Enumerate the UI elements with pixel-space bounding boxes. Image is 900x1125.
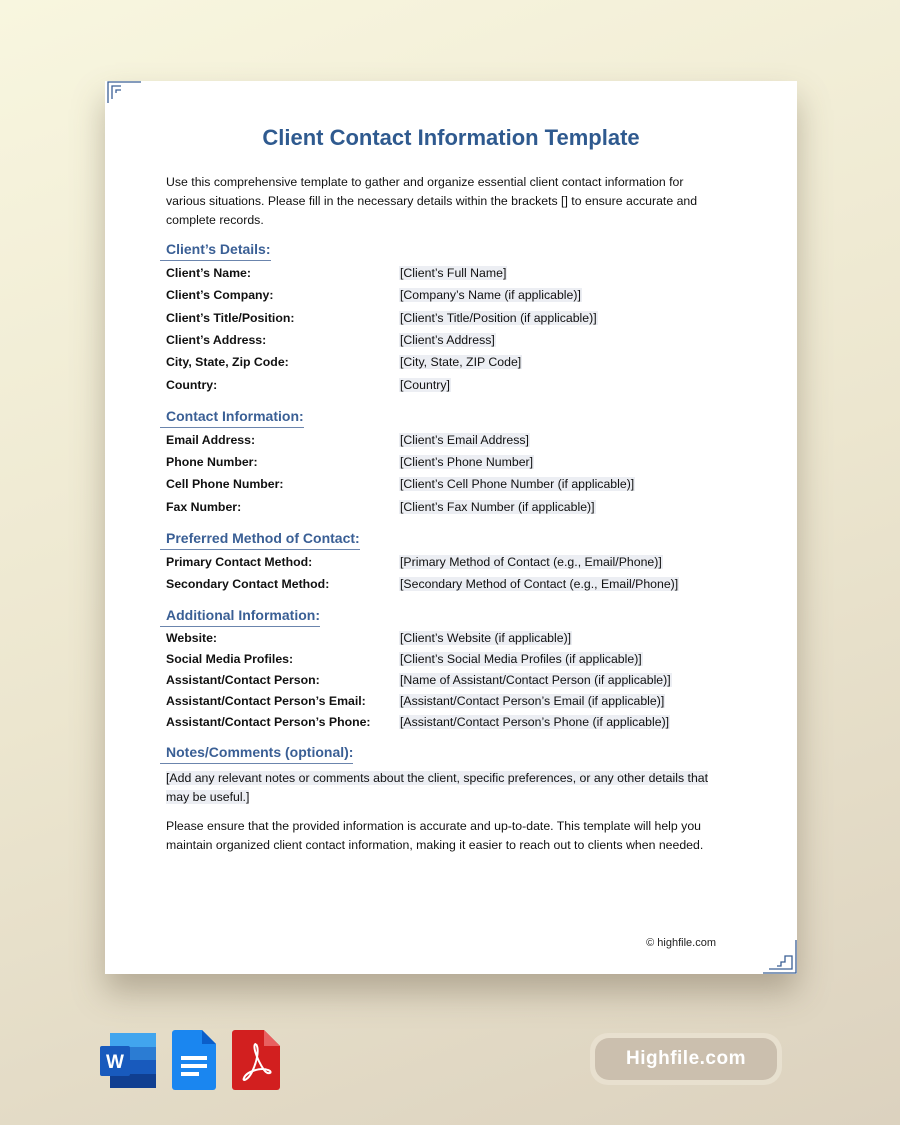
field-row xyxy=(166,266,507,280)
corner-ornament-icon xyxy=(763,940,797,974)
field-row xyxy=(166,311,598,325)
field-row xyxy=(166,577,679,591)
field-row xyxy=(166,355,522,369)
field-value[interactable]: [City, State, ZIP Code] xyxy=(400,355,522,369)
field-label: Client’s Company: xyxy=(166,288,274,302)
field-label: Social Media Profiles: xyxy=(166,652,294,666)
field-row xyxy=(166,555,663,569)
field-value[interactable]: [Client’s Full Name] xyxy=(400,266,507,280)
copyright-footer: © highfile.com xyxy=(646,937,716,949)
field-value[interactable]: [Client’s Phone Number] xyxy=(400,455,534,469)
field-value[interactable]: [Client’s Social Media Profiles (if applicable)] xyxy=(400,652,642,666)
page-title: Client Contact Information Template xyxy=(262,125,640,150)
notes-placeholder: [Add any relevant notes or comments about the client, specific preferences, or any other details that may be useful.] xyxy=(166,771,709,804)
field-label: Email Address: xyxy=(166,433,256,447)
field-value[interactable]: [Client’s Title/Position (if applicable)] xyxy=(400,311,597,325)
field-label: Client’s Title/Position: xyxy=(166,311,295,325)
field-value[interactable]: [Client’s Fax Number (if applicable)] xyxy=(400,500,595,514)
field-value[interactable]: [Client’s Website (if applicable)] xyxy=(400,631,572,645)
field-value[interactable]: [Secondary Method of Contact (e.g., Email/Phone)] xyxy=(400,577,679,591)
field-row xyxy=(166,652,643,666)
field-row xyxy=(166,715,670,729)
field-row xyxy=(166,455,534,469)
field-value[interactable]: [Name of Assistant/Contact Person (if applicable)] xyxy=(400,673,671,687)
section-heading: Preferred Method of Contact: xyxy=(160,530,360,550)
field-label: Country: xyxy=(166,378,218,392)
field-value[interactable]: [Company’s Name (if applicable)] xyxy=(400,288,581,302)
field-label: Cell Phone Number: xyxy=(166,477,284,491)
field-value[interactable]: [Client’s Email Address] xyxy=(400,433,529,447)
field-row xyxy=(166,673,672,687)
closing-paragraph: Please ensure that the provided information is accurate and up-to-date. This template will help you maintain organized client contact information, making it easier to reach out to clients when needed. xyxy=(166,819,704,852)
google-docs-icon[interactable] xyxy=(172,1030,216,1090)
field-label: Secondary Contact Method: xyxy=(166,577,330,591)
field-label: Phone Number: xyxy=(166,455,258,469)
field-value[interactable]: [Assistant/Contact Person’s Email (if applicable)] xyxy=(400,694,665,708)
field-label: Fax Number: xyxy=(166,500,242,514)
corner-ornament-icon xyxy=(107,81,141,103)
field-label: Client’s Address: xyxy=(166,333,267,347)
field-value[interactable]: [Client’s Cell Phone Number (if applicable)] xyxy=(400,477,635,491)
svg-text:W: W xyxy=(106,1052,124,1073)
section-heading: Notes/Comments (optional): xyxy=(160,744,353,764)
field-row xyxy=(166,333,496,347)
word-icon[interactable] xyxy=(100,1030,156,1088)
field-row xyxy=(166,694,665,708)
field-row xyxy=(166,500,596,514)
field-value[interactable]: [Primary Method of Contact (e.g., Email/Phone)] xyxy=(400,555,662,569)
field-label: Assistant/Contact Person’s Phone: xyxy=(166,715,371,729)
field-value[interactable]: [Client’s Address] xyxy=(400,333,495,347)
section-heading: Additional Information: xyxy=(160,607,320,627)
field-label: Primary Contact Method: xyxy=(166,555,313,569)
pdf-icon[interactable] xyxy=(232,1030,280,1090)
field-value[interactable]: [Assistant/Contact Person’s Phone (if applicable)] xyxy=(400,715,670,729)
field-row xyxy=(166,378,451,392)
section-heading: Contact Information: xyxy=(160,408,304,428)
intro-paragraph: Use this comprehensive template to gather and organize essential client contact information for various situations. Please fill in the necessary details within the brackets [] to ensure accurate and complete records. xyxy=(166,175,698,227)
field-row xyxy=(166,433,530,447)
field-row xyxy=(166,288,582,302)
field-label: Client’s Name: xyxy=(166,266,251,280)
field-label: Website: xyxy=(166,631,218,645)
field-row xyxy=(166,631,572,645)
field-label: Assistant/Contact Person: xyxy=(166,673,320,687)
highfile-brand-button[interactable]: Highfile.com xyxy=(590,1033,782,1085)
field-label: Assistant/Contact Person’s Email: xyxy=(166,694,366,708)
field-value[interactable]: [Country] xyxy=(400,378,450,392)
field-row xyxy=(166,477,635,491)
field-label: City, State, Zip Code: xyxy=(166,355,289,369)
document-page xyxy=(105,81,797,974)
section-heading: Client’s Details: xyxy=(160,241,271,261)
